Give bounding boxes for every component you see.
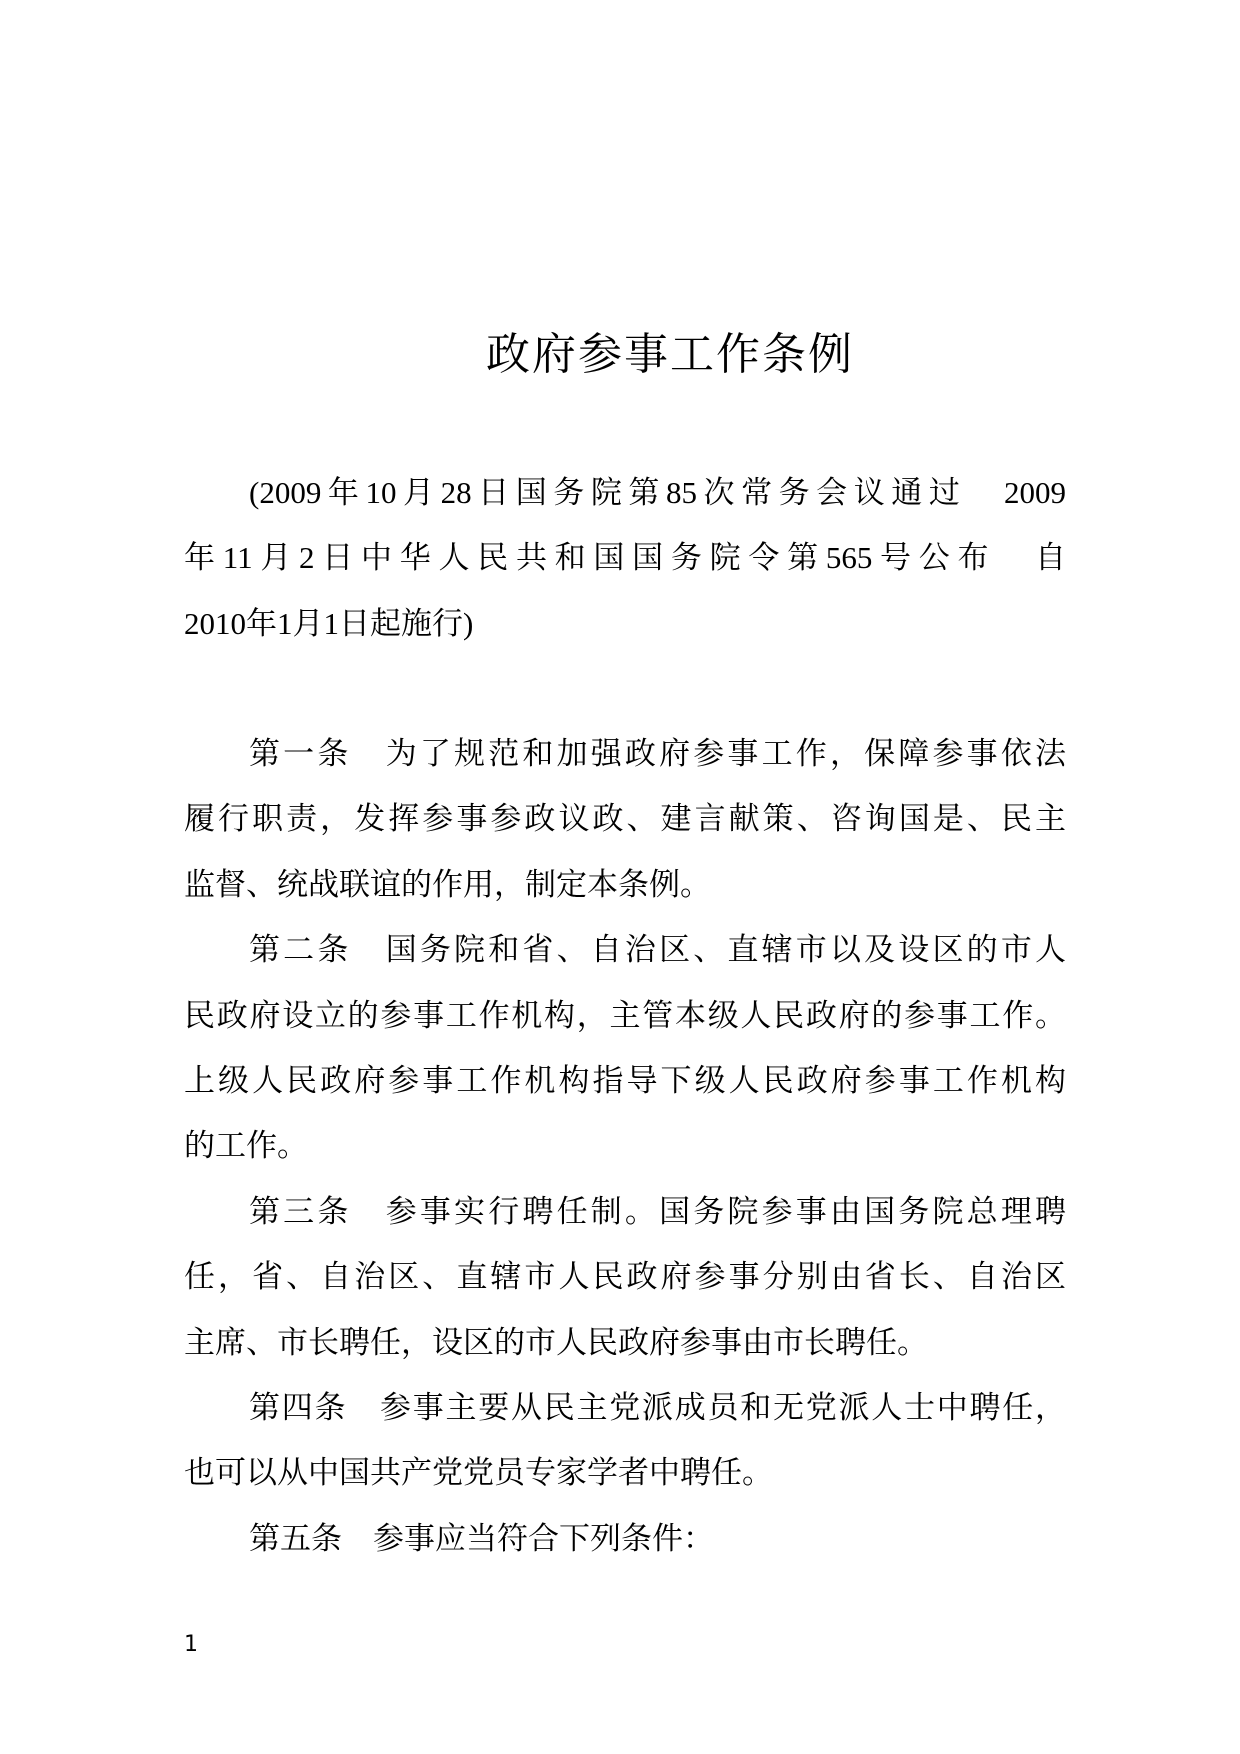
article-line: 第四条 参事主要从民主党派成员和无党派人士中聘任， bbox=[249, 1390, 1066, 1425]
article-line: 任，省、自治区、直辖市人民政府参事分别由省长、自治区 bbox=[184, 1259, 1066, 1295]
article-line: 主席、市长聘任，设区的市人民政府参事由市长聘任。 bbox=[184, 1324, 928, 1360]
preamble-line: 2010年1月1日起施行) bbox=[184, 605, 474, 641]
preamble-line: (2009年10月28日国务院第85次常务会议通过 2009 bbox=[249, 475, 1066, 510]
article-line: 第五条 参事应当符合下列条件： bbox=[249, 1520, 714, 1556]
article-line: 民政府设立的参事工作机构，主管本级人民政府的参事工作。 bbox=[184, 997, 1066, 1033]
article-line: 也可以从中国共产党党员专家学者中聘任。 bbox=[184, 1455, 773, 1491]
article-line: 上级人民政府参事工作机构指导下级人民政府参事工作机构 bbox=[184, 1063, 1066, 1098]
article-line: 监督、统战联谊的作用，制定本条例。 bbox=[184, 866, 711, 902]
preamble-line: 年11月2日中华人民共和国国务院令第565号公布 自 bbox=[184, 540, 1066, 576]
article-line: 第二条 国务院和省、自治区、直辖市以及设区的市人 bbox=[249, 932, 1066, 968]
page-number: 1 bbox=[184, 1632, 198, 1657]
document-title: 政府参事工作条例 bbox=[486, 330, 854, 379]
article-line: 履行职责，发挥参事参政议政、建言献策、咨询国是、民主 bbox=[184, 801, 1066, 837]
article-line: 的工作。 bbox=[184, 1128, 308, 1164]
article-line: 第一条 为了规范和加强政府参事工作，保障参事依法 bbox=[249, 736, 1066, 771]
article-line: 第三条 参事实行聘任制。国务院参事由国务院总理聘 bbox=[249, 1193, 1066, 1229]
